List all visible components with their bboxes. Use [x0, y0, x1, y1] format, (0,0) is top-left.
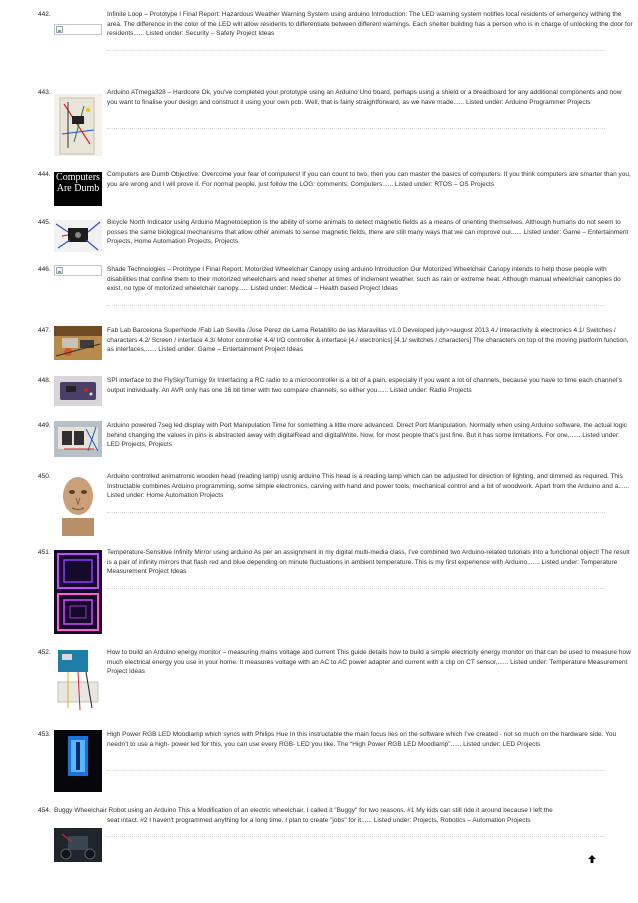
- item-number: 445.: [38, 219, 51, 226]
- divider: [107, 305, 605, 306]
- infinity-mirror-thumbnail[interactable]: [54, 550, 102, 634]
- up-arrow-icon[interactable]: [587, 851, 597, 861]
- item-description-link[interactable]: Arduino ATmega328 – Hardcore Ok, you’ve completed your prototype using an Arduino Uno board, perhaps using a shield or a breadboard for any additional components and now you want to finalise your design and construct it using your own pcb. Well, that is fairly straightforward, as we have made...... Listed under: Arduino Programmer Projects: [107, 89, 622, 106]
- broken-image-icon[interactable]: [54, 265, 102, 276]
- item-description-link[interactable]: Shade Technologies – Prototype I Final Report: Motorized Wheelchair Canopy using arduino Introduction Our Motorized Wheelchair Canopy intends to help those people with disabilities that confine them to their motorized wheelchairs and need shelter at times of inclement weather, such as rain or extreme heat. Although manual wheelchair canopies do exist, no type of motorized wheelchair canopy...... Listed under: Medical – Health based Project Ideas: [107, 266, 621, 293]
- led-display-thumbnail[interactable]: [54, 421, 102, 457]
- item-description-link[interactable]: How to build an Arduino energy monitor – measuring mains voltage and current This guide details how to build a simple electricity energy monitor on that can be used to measure how much electrical energy you use in your home. It measures voltage with an AC to AC power adapter and current with a clip on CT sensor,...... Listed under: Temperature Measurement Project Ideas: [107, 649, 631, 676]
- breadboard-circuit-thumbnail[interactable]: [54, 94, 102, 156]
- item-description-link[interactable]: Bicycle North Indicator using Arduino Magnetoception is the ability of some animals to detect magnetic fields as a means of orienting themselves. Although humans do not seem to posses the same biological mechanisms that allow other animals to sense magnetic fields, there are still many ways that we can improve our...... Listed under: Game – Entertainment Projects, Home Automation Projects, Projects: [107, 219, 629, 246]
- item-description-link[interactable]: High Power RGB LED Moodlamp which syncs with Philips Hue In this instructable the main focus lies on the software which I’ve created - not so much on the hardware side. You needn’t to use a high- power led for this, you can use every RGB- LED you like. The “High Power RGB LED Moodlamp”...... Listed under: LED Projects: [107, 731, 617, 748]
- item-number: 443.: [38, 89, 51, 96]
- item-number: 448.: [38, 377, 51, 384]
- item-description-link[interactable]: SPI interface to the FlySky/Turnigy 9x Interfacing a RC radio to a microcontroller is a bit of a pain, especially if you want a lot of channels, because you have to time each channel’s output individually. An AVR only has one 16 bit timer with two compare channels, so either you...... Listed under: Radio Projects: [107, 377, 622, 394]
- bicycle-indicator-thumbnail[interactable]: [54, 220, 102, 252]
- divider: [107, 588, 605, 589]
- item-number: 452.: [38, 649, 51, 656]
- workbench-thumbnail[interactable]: [54, 326, 102, 360]
- thumbnail-text: Computers Are Dumb: [56, 172, 100, 194]
- divider: [107, 770, 605, 771]
- divider: [107, 836, 605, 837]
- item-number: 446.: [38, 266, 51, 273]
- item-number: 453.: [38, 731, 51, 738]
- item-number: 449.: [38, 422, 51, 429]
- item-description-link[interactable]: Temperature-Sensitive Infinity Mirror using arduino As per an assignment in my digital multi-media class, I’ve combined two Arduino-related tutorials into a functional object! The result is a pair of infinity mirrors that flash red and blue depending on minute fluctuations in ambient temperature. This is my first experience with Arduino,...... Listed under: Temperature Measurement Project Ideas: [107, 549, 630, 576]
- item-number: 447.: [38, 327, 51, 334]
- broken-image-icon[interactable]: [54, 24, 102, 35]
- wheelchair-thumbnail[interactable]: [54, 828, 102, 862]
- item-number: 444.: [38, 171, 51, 178]
- item-number: 454.: [38, 807, 51, 814]
- item-description-link[interactable]: Arduino controlled animatronic wooden head (reading lamp) usnig arduino This head is a reading lamp which can be adjusted for direction of lighting, and dimmed as required. This Instructable combines Arduino programming, some simple electronics, carving with hand and power tools, mechanical control and a bit of woodwork. Apart from the Arduino and a...... Listed under: Home Automation Projects: [107, 473, 630, 500]
- item-description-link[interactable]: Computers are Dumb Objective: Overcome your fear of computers! If you can count to two, then you can master the basics of computers. If you think computers are smarter than you, you are wrong and I will prove it. For normal people, just follow the LOG: comments. Computers...... Listed under: RTOS – OS Projects: [107, 171, 631, 188]
- item-description-link[interactable]: Infinite Loop – Prototype I Final Report: Hazardous Weather Warning System using arduino Introduction: The LED warning system notifies local residents of emergency withing the area. The difference in the color of the LED will allow residents to differentiate between different warnings. Each shelter building has a person who is in charge of unlocking the door for residents...... Listed under: Security – Safety Project Ideas: [107, 11, 633, 38]
- computers-are-dumb-thumbnail[interactable]: [54, 172, 102, 206]
- item-number: 442.: [38, 11, 51, 18]
- divider: [107, 512, 605, 513]
- item-description-link[interactable]: seat intact. #2 I haven't programmed anything for a long time. I plan to create "jobs" for it...... Listed under: Projects, Robotics – Automation Projects: [107, 817, 531, 824]
- wooden-head-thumbnail[interactable]: [54, 472, 102, 536]
- moodlamp-thumbnail[interactable]: [54, 730, 102, 792]
- item-description-link[interactable]: Fab Lab Barcelona SuperNode /Fab Lab Sevilla /Jose Perez de Lama Retablillo de las Maravillas v1.0 Developed july>>august 2013 4./ Interactivity & electronics 4.1/ Switches / characters 4.2/ Screen / interface 4.3/ Motor controller 4.4/ I/O controller & interface [4./ electronics] [4.1/ switches / characters] The characters on top of the moving platform function, as interfaces,...... Listed under: Game – Entertainment Project Ideas: [107, 327, 629, 354]
- divider: [107, 50, 605, 51]
- item-number: 450.: [38, 473, 51, 480]
- item-title-link[interactable]: Buggy Wheelchair Robot using an Arduino This a Modification of an electric wheelchair. I called it "Buggy" for two reasons. #1 My kids can still ride it around because I left the: [54, 807, 553, 814]
- controller-board-thumbnail[interactable]: [54, 376, 102, 406]
- divider: [107, 128, 605, 129]
- item-number: 451.: [38, 549, 51, 556]
- item-description-link[interactable]: Arduino powered 7seg led display with Port Manipulation Time for something a little more advanced. Direct Port Manipulation. Normally when using Arduino software, the actual logic behind changing the values in pins is abstracted away with digitalRead and digitalWrite. Now, for most people that’s just fine. But it has some limitations. For one,...... Listed under: LED Projects, Projects: [107, 422, 627, 449]
- arduino-wiring-thumbnail[interactable]: [54, 648, 102, 714]
